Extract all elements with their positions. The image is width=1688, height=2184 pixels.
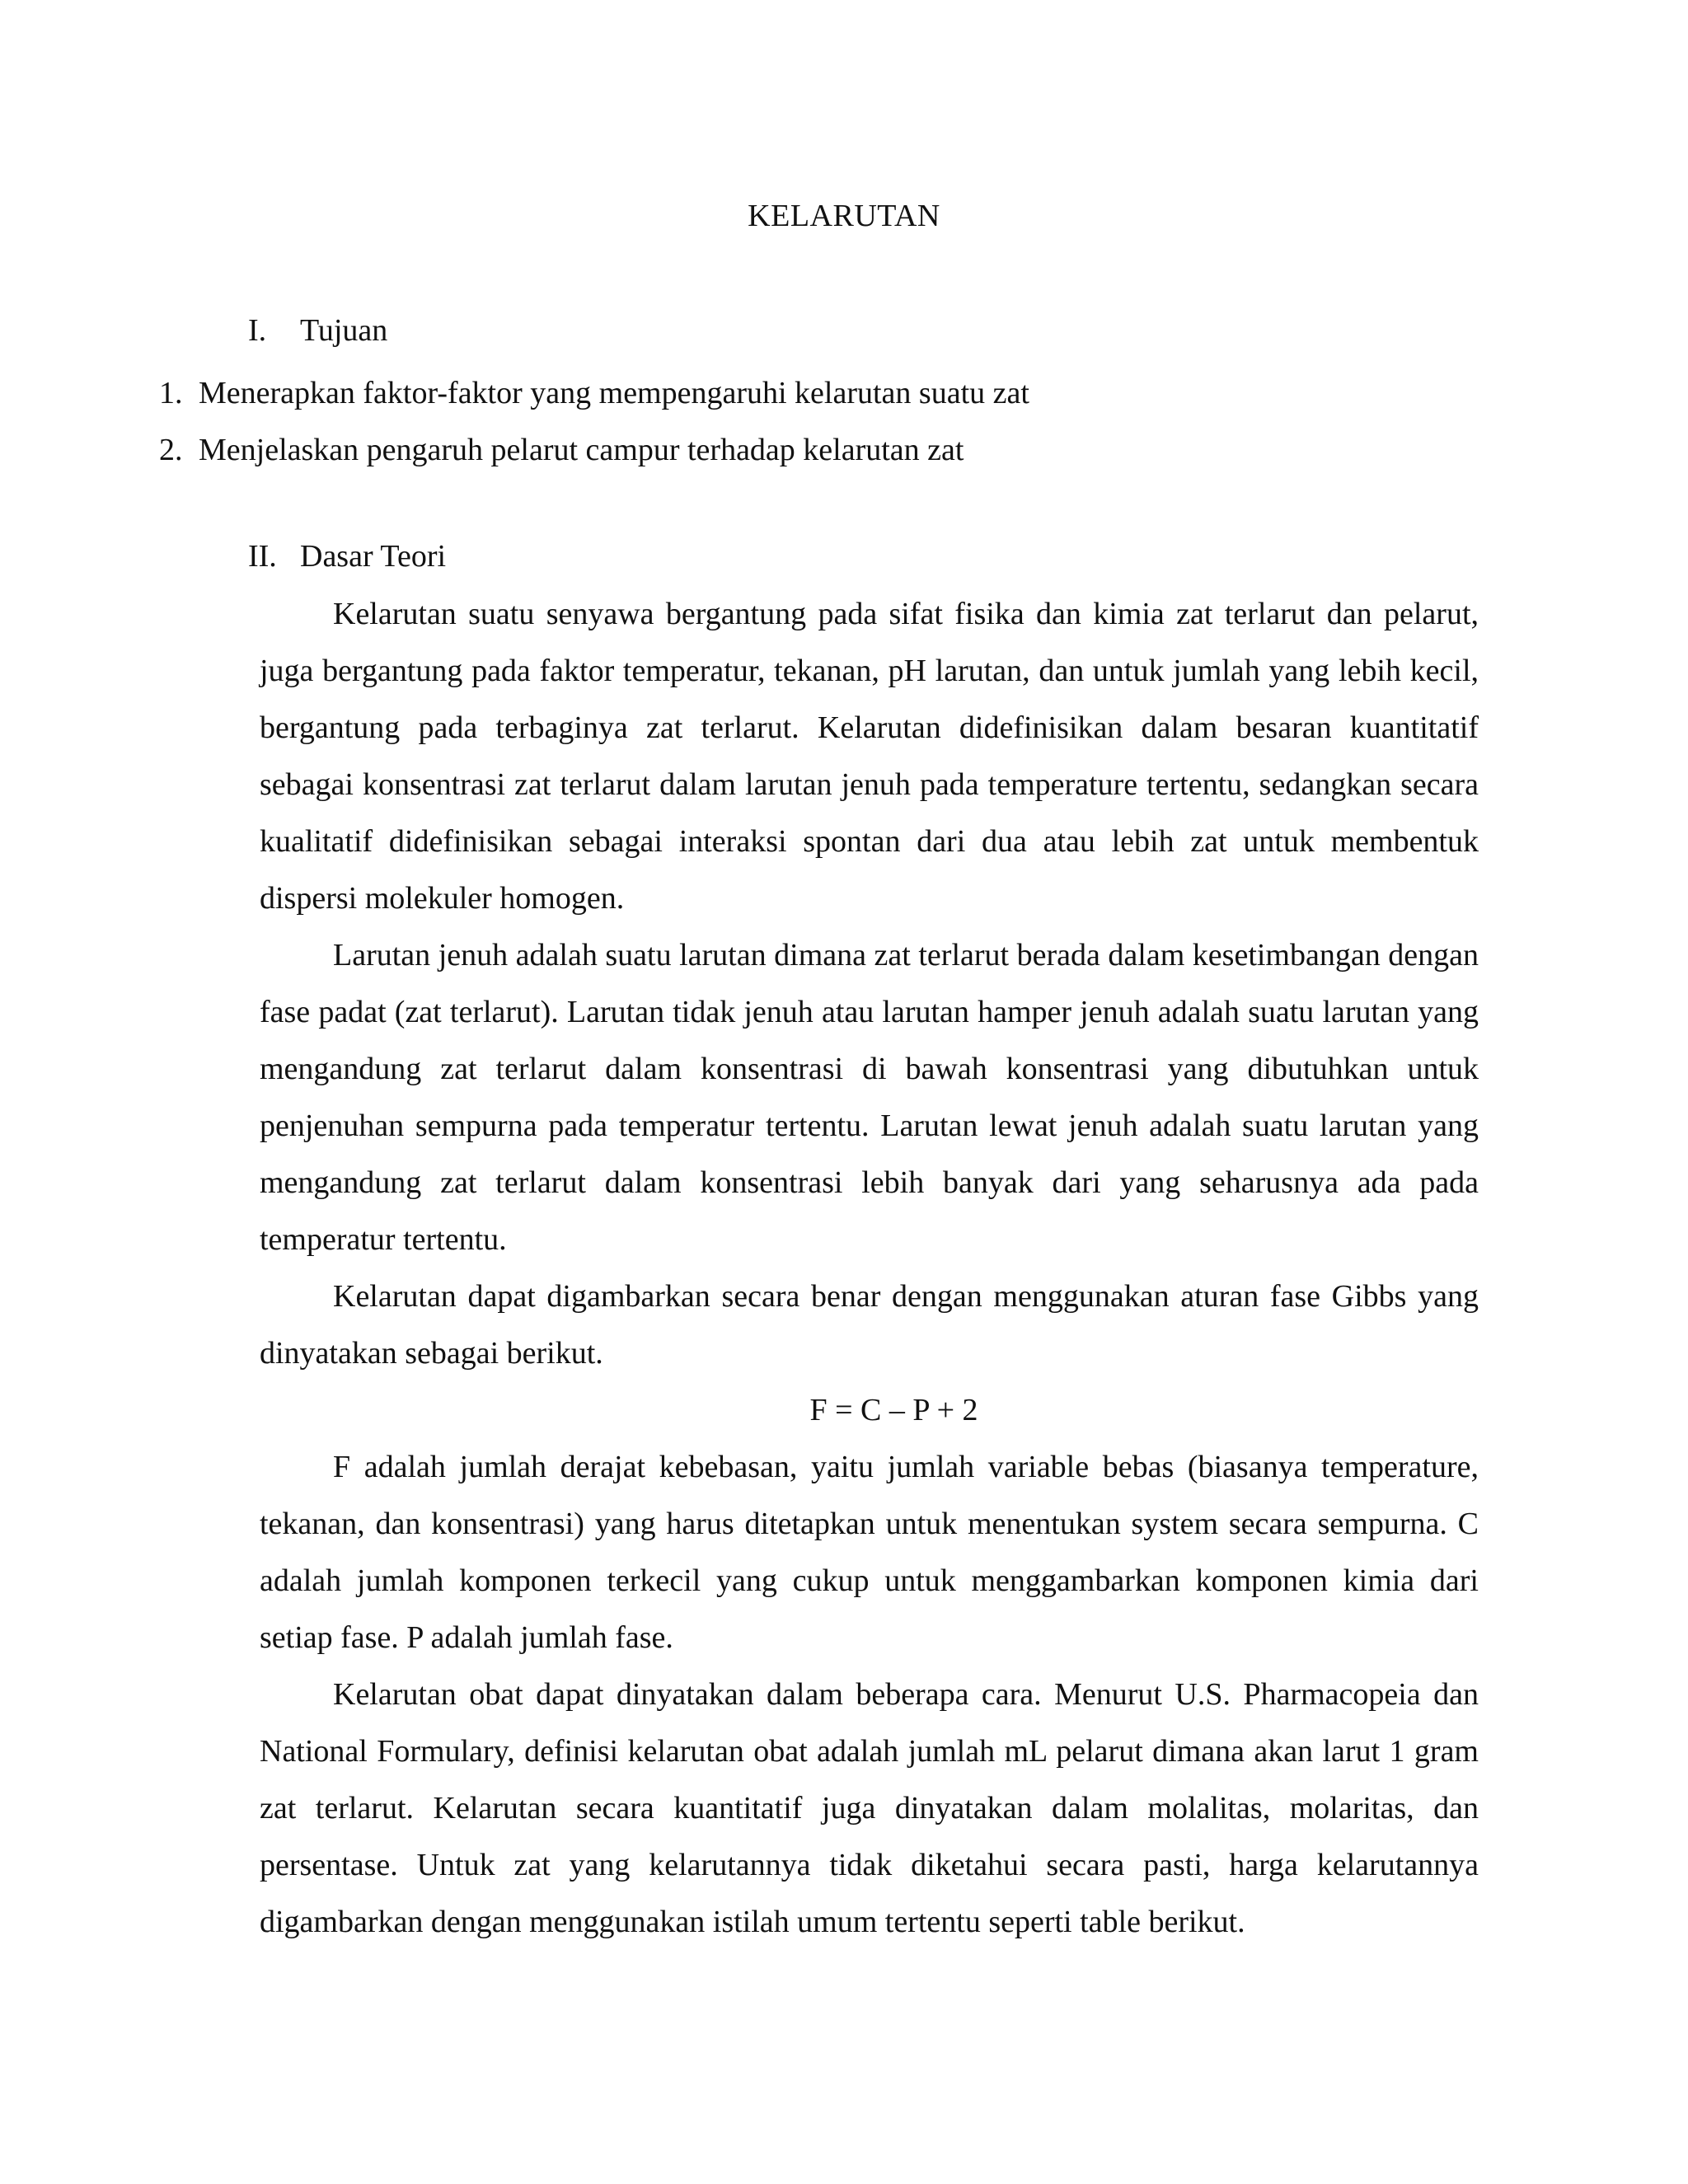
goal-list <box>159 365 1519 479</box>
list-item-number: 1. <box>159 376 183 410</box>
paragraph: Kelarutan obat dapat dinyatakan dalam beberapa cara. Menurut U.S. Pharmacopeia dan National Formulary, definisi kelarutan obat adalah jumlah mL pelarut dimana akan larut 1 gram zat terlarut. Kelarutan secara kuantitatif juga dinyatakan dalam molalitas, molaritas, dan persentase. Untuk zat yang kelarutannya tidak diketahui secara pasti, harga kelarutannya digambarkan dengan menggunakan istilah umum tertentu seperti table berikut. <box>260 1677 1479 1939</box>
section-title: Tujuan <box>300 313 388 348</box>
page-title: KELARUTAN <box>748 199 940 233</box>
section-heading-dasar-teori <box>248 537 446 576</box>
section-heading-tujuan <box>248 311 387 350</box>
list-item-text: Menerapkan faktor-faktor yang mempengaruhi kelarutan suatu zat <box>199 376 1029 410</box>
theory-body <box>260 586 1479 1951</box>
paragraph: Larutan jenuh adalah suatu larutan dimana zat terlarut berada dalam kesetimbangan dengan fase padat (zat terlarut). Larutan tidak jenuh atau larutan hamper jenuh adalah suatu larutan yang mengandung zat terlarut dalam konsentrasi di bawah konsentrasi yang dibutuhkan untuk penjenuhan sempurna pada temperatur tertentu. Larutan lewat jenuh adalah suatu larutan yang mengandung zat terlarut dalam konsentrasi lebih banyak dari yang seharusnya ada pada temperatur tertentu. <box>260 938 1479 1257</box>
paragraph: Kelarutan suatu senyawa bergantung pada sifat fisika dan kimia zat terlarut dan pelarut, juga bergantung pada faktor temperatur, tekanan, pH larutan, dan untuk jumlah yang lebih kecil, bergantung pada terbaginya zat terlarut. Kelarutan didefinisikan dalam besaran kuantitatif sebagai konsentrasi zat terlarut dalam larutan jenuh pada temperature tertentu, sedangkan secara kualitatif didefinisikan sebagai interaksi spontan dari dua atau lebih zat untuk membentuk dispersi molekuler homogen. <box>260 597 1479 916</box>
list-item <box>159 422 1519 479</box>
paragraph: F adalah jumlah derajat kebebasan, yaitu jumlah variable bebas (biasanya temperature, tekanan, dan konsentrasi) yang harus ditetapkan untuk menentukan system secara sempurna. C adalah jumlah komponen terkecil yang cukup untuk menggambarkan komponen kimia dari setiap fase. P adalah jumlah fase. <box>260 1450 1479 1655</box>
gibbs-formula: F = C – P + 2 <box>809 1393 978 1427</box>
list-item-number: 2. <box>159 433 183 467</box>
section-number: II. <box>248 539 277 574</box>
list-item <box>159 365 1519 422</box>
paragraph: Kelarutan dapat digambarkan secara benar dengan menggunakan aturan fase Gibbs yang dinyatakan sebagai berikut. <box>260 1279 1479 1371</box>
section-number: I. <box>248 313 267 348</box>
section-title: Dasar Teori <box>300 539 447 574</box>
list-item-text: Menjelaskan pengaruh pelarut campur terhadap kelarutan zat <box>199 433 964 467</box>
